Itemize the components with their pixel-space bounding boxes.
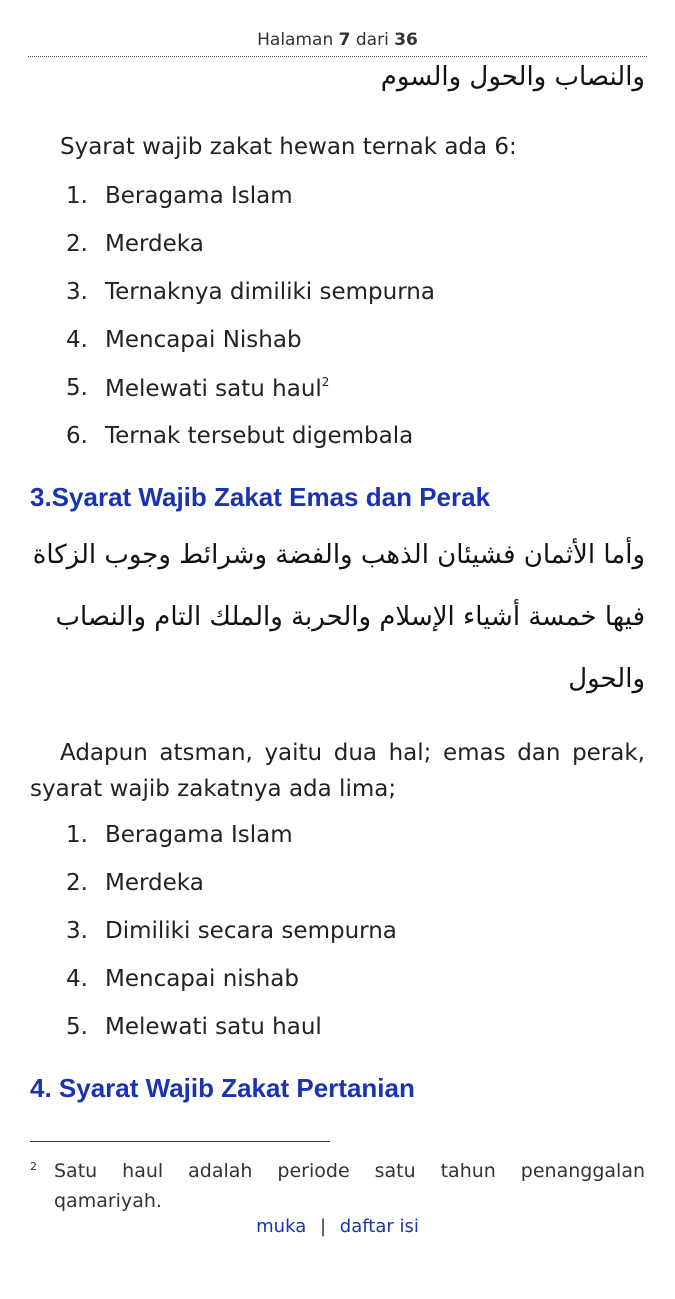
list-text: Melewati satu haul xyxy=(105,376,322,402)
list-item xyxy=(0,966,675,996)
list-item xyxy=(0,870,675,900)
list-item xyxy=(0,279,675,309)
list-number: 3. xyxy=(66,918,88,944)
list-number: 3. xyxy=(66,279,88,305)
footer-separator: | xyxy=(319,1216,327,1237)
list-text: Ternaknya dimiliki sempurna xyxy=(105,279,435,305)
table-of-contents-link[interactable]: daftar isi xyxy=(339,1216,419,1237)
list-item xyxy=(0,918,675,948)
list-number: 4. xyxy=(66,327,88,353)
list-number: 5. xyxy=(66,375,88,401)
list-item xyxy=(0,327,675,357)
list-item xyxy=(0,183,675,213)
page-of-label: dari xyxy=(355,30,389,50)
list-text: Merdeka xyxy=(105,870,204,896)
total-pages-number: 36 xyxy=(394,30,418,50)
list-text: Dimiliki secara sempurna xyxy=(105,918,397,944)
list-text: Melewati satu haul xyxy=(105,1014,322,1040)
list-text: Ternak tersebut digembala xyxy=(105,423,414,449)
list-number: 2. xyxy=(66,231,88,257)
list-number: 5. xyxy=(66,1014,88,1040)
list-item xyxy=(0,1014,675,1044)
page-header xyxy=(28,30,647,57)
footnote-divider xyxy=(30,1141,330,1142)
list-item xyxy=(0,231,675,261)
arabic-text-top: والنصاب والحول والسوم xyxy=(380,62,645,92)
list-number: 6. xyxy=(66,423,88,449)
footnote xyxy=(30,1156,645,1216)
list-text: Beragama Islam xyxy=(105,183,293,209)
footnote-mark: 2 xyxy=(30,1160,37,1173)
list-item xyxy=(0,822,675,852)
list-number: 1. xyxy=(66,822,88,848)
list-number: 1. xyxy=(66,183,88,209)
gold-silver-paragraph xyxy=(30,735,645,807)
list-item xyxy=(0,375,675,405)
page-label: Halaman xyxy=(257,30,334,50)
section-heading-gold-silver: 3.Syarat Wajib Zakat Emas dan Perak xyxy=(30,482,491,512)
list-number: 4. xyxy=(66,966,88,992)
list-item xyxy=(0,423,675,453)
footnote-reference[interactable]: 2 xyxy=(321,375,330,389)
arabic-text-line: فيها خمسة أشياء الإسلام والحربة والملك التام والنصاب xyxy=(55,602,645,632)
current-page-number: 7 xyxy=(338,30,351,50)
livestock-intro: Syarat wajib zakat hewan ternak ada 6: xyxy=(60,134,517,160)
footnote-text: Satu haul adalah periode satu tahun penanggalan qamariyah. xyxy=(54,1160,645,1212)
arabic-text-line: والحول xyxy=(568,664,645,694)
list-text: Beragama Islam xyxy=(105,822,293,848)
home-link[interactable]: muka xyxy=(256,1216,307,1237)
list-text: Mencapai nishab xyxy=(105,966,299,992)
arabic-text-line: وأما الأثمان فشيئان الذهب والفضة وشرائط وجوب الزكاة xyxy=(32,540,645,570)
section-heading-agriculture: 4. Syarat Wajib Zakat Pertanian xyxy=(30,1073,415,1103)
paragraph-text: Adapun atsman, yaitu dua hal; emas dan perak, syarat wajib zakatnya ada lima; xyxy=(30,740,645,802)
list-text: Mencapai Nishab xyxy=(105,327,302,353)
list-text-with-footnote xyxy=(105,375,329,402)
page-footer-nav xyxy=(0,1216,675,1237)
list-number: 2. xyxy=(66,870,88,896)
list-text: Merdeka xyxy=(105,231,204,257)
